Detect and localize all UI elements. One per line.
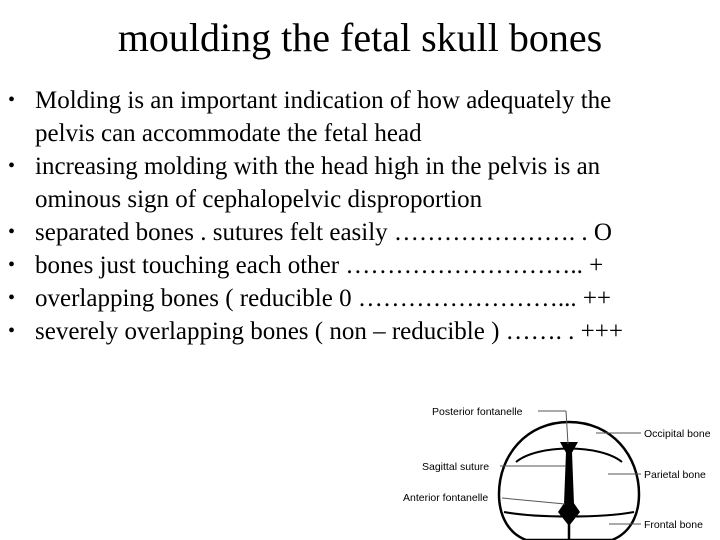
bullet-item: [0, 150, 720, 216]
bullet-text: Molding is an important indication of how adequately the pelvis can accommodate the fetal head: [35, 87, 612, 147]
bullet-item: [0, 282, 720, 315]
bullet-text: separated bones . sutures felt easily …………………. . O: [35, 219, 612, 246]
label-posterior-fontanelle: Posterior fontanelle: [432, 406, 523, 418]
bullet-item: [0, 249, 720, 282]
bullet-dot-icon: •: [8, 89, 16, 111]
bullet-list: [0, 84, 720, 348]
label-occipital-bone: Occipital bone: [644, 428, 711, 440]
bullet-dot-icon: •: [8, 221, 16, 243]
label-frontal-bone: Frontal bone: [644, 519, 703, 531]
bullet-item: [0, 84, 720, 150]
bullet-text: overlapping bones ( reducible 0 ……………………... ++: [35, 285, 612, 312]
fetal-skull-diagram: [398, 400, 720, 540]
label-parietal-bone: Parietal bone: [644, 469, 706, 481]
bullet-dot-icon: •: [8, 287, 16, 309]
label-anterior-fontanelle: Anterior fontanelle: [403, 492, 489, 504]
bullet-item: [0, 216, 720, 249]
bullet-item: [0, 315, 720, 348]
bullet-text: bones just touching each other ……………………….. +: [35, 252, 604, 279]
bullet-dot-icon: •: [8, 320, 16, 342]
bullet-text: increasing molding with the head high in the pelvis is an ominous sign of cephalopelvic disproportion: [35, 153, 601, 213]
bullet-dot-icon: •: [8, 155, 16, 177]
bullet-text: severely overlapping bones ( non – reducible ) ……. . +++: [35, 318, 623, 345]
slide-title: moulding the fetal skull bones: [117, 15, 603, 60]
label-sagittal-suture: Sagittal suture: [422, 461, 490, 473]
bullet-dot-icon: •: [8, 254, 16, 276]
